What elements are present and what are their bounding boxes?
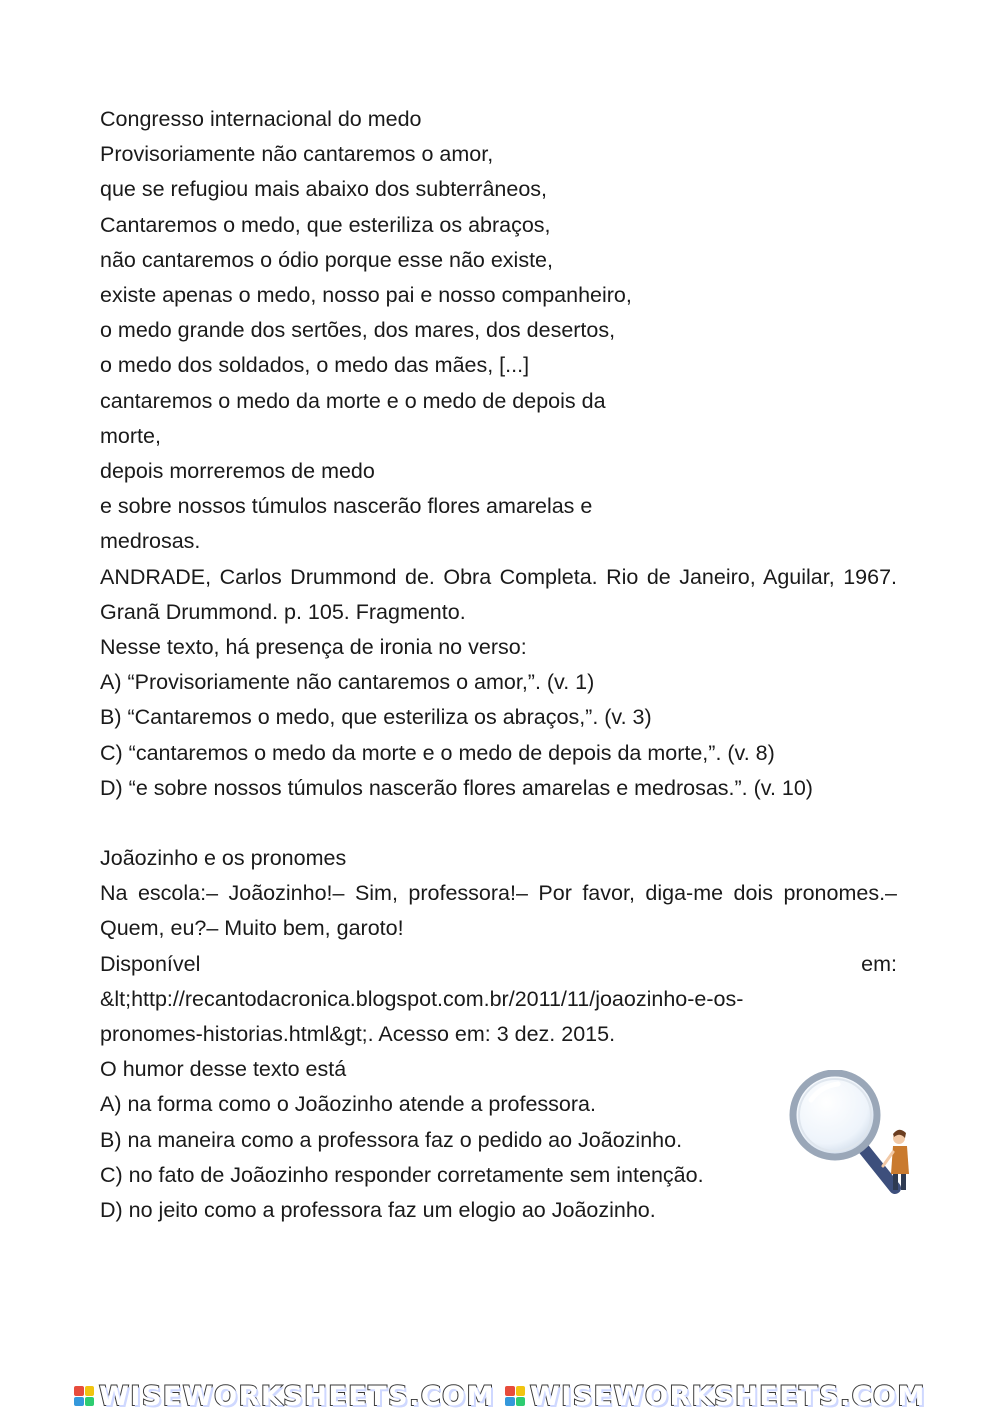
poem-line: o medo grande dos sertões, dos mares, dos desertos, (100, 318, 616, 343)
text1-source: ANDRADE, Carlos Drummond de. Obra Completa. Rio de Janeiro, Aguilar, 1967. Granã Drummond. p. 105. Fragmento. (100, 564, 897, 624)
section-gap (100, 806, 897, 841)
text2-source-url: &lt;http://recantodacronica.blogspot.com.br/2011/11/joaozinho-e-os- (100, 986, 744, 1011)
poem-line: medrosas. (100, 529, 201, 554)
poem-line: morte, (100, 423, 161, 448)
text2-source-access: pronomes-historias.html&gt;. Acesso em: 3 dez. 2015. (100, 1022, 616, 1047)
poem-line: o medo dos soldados, o medo das mães, [...] (100, 353, 530, 378)
poem-line: depois morreremos de medo (100, 459, 375, 484)
answer-option-d[interactable]: D) no jeito como a professora faz um elogio ao Joãozinho. (100, 1198, 656, 1223)
text1-question: Nesse texto, há presença de ironia no verso: (100, 635, 527, 660)
poem-line: que se refugiou mais abaixo dos subterrâneos, (100, 177, 547, 202)
source-label: Disponível (100, 951, 201, 976)
text2-source-line1 (100, 947, 897, 982)
text2-question: O humor desse texto está (100, 1057, 347, 1082)
answer-option-b[interactable]: B) “Cantaremos o medo, que esteriliza os abraços,”. (v. 3) (100, 705, 652, 730)
poem-line: existe apenas o medo, nosso pai e nosso companheiro, (100, 283, 632, 308)
poem-line: e sobre nossos túmulos nascerão flores amarelas e (100, 494, 593, 519)
poem-line: Cantaremos o medo, que esteriliza os abraços, (100, 212, 551, 237)
text2-body: Na escola:– Joãozinho!– Sim, professora!– Por favor, diga-me dois pronomes.– Quem, eu?– Muito bem, garoto! (100, 881, 897, 941)
poem-line: cantaremos o medo da morte e o medo de depois da (100, 388, 606, 413)
answer-option-a[interactable]: A) na forma como o Joãozinho atende a professora. (100, 1092, 596, 1117)
magnifying-glass-girl-icon (783, 1070, 913, 1200)
brand-logo (74, 1381, 495, 1412)
brand-name: WISEWORKSHEETS.COM (99, 1380, 495, 1412)
text2-title: Joãozinho e os pronomes (100, 846, 347, 871)
answer-option-a[interactable]: A) “Provisoriamente não cantaremos o amor,”. (v. 1) (100, 670, 595, 695)
brand-logo (505, 1381, 926, 1412)
worksheet-content (100, 102, 897, 1228)
answer-option-c[interactable]: C) “cantaremos o medo da morte e o medo de depois da morte,”. (v. 8) (100, 740, 775, 765)
source-label-end: em: (861, 951, 897, 976)
brand-mark-icon (505, 1386, 525, 1406)
poem-line: não cantaremos o ódio porque esse não existe, (100, 247, 553, 272)
text1-title: Congresso internacional do medo (100, 107, 422, 131)
poem (100, 137, 897, 559)
answer-option-c[interactable]: C) no fato de Joãozinho responder corretamente sem intenção. (100, 1162, 704, 1187)
brand-mark-icon (74, 1386, 94, 1406)
answer-option-d[interactable]: D) “e sobre nossos túmulos nascerão flores amarelas e medrosas.”. (v. 10) (100, 775, 813, 800)
footer-branding (0, 1378, 1000, 1414)
answer-option-b[interactable]: B) na maneira como a professora faz o pedido ao Joãozinho. (100, 1127, 683, 1152)
poem-line: Provisoriamente não cantaremos o amor, (100, 142, 494, 167)
brand-name: WISEWORKSHEETS.COM (530, 1380, 926, 1412)
